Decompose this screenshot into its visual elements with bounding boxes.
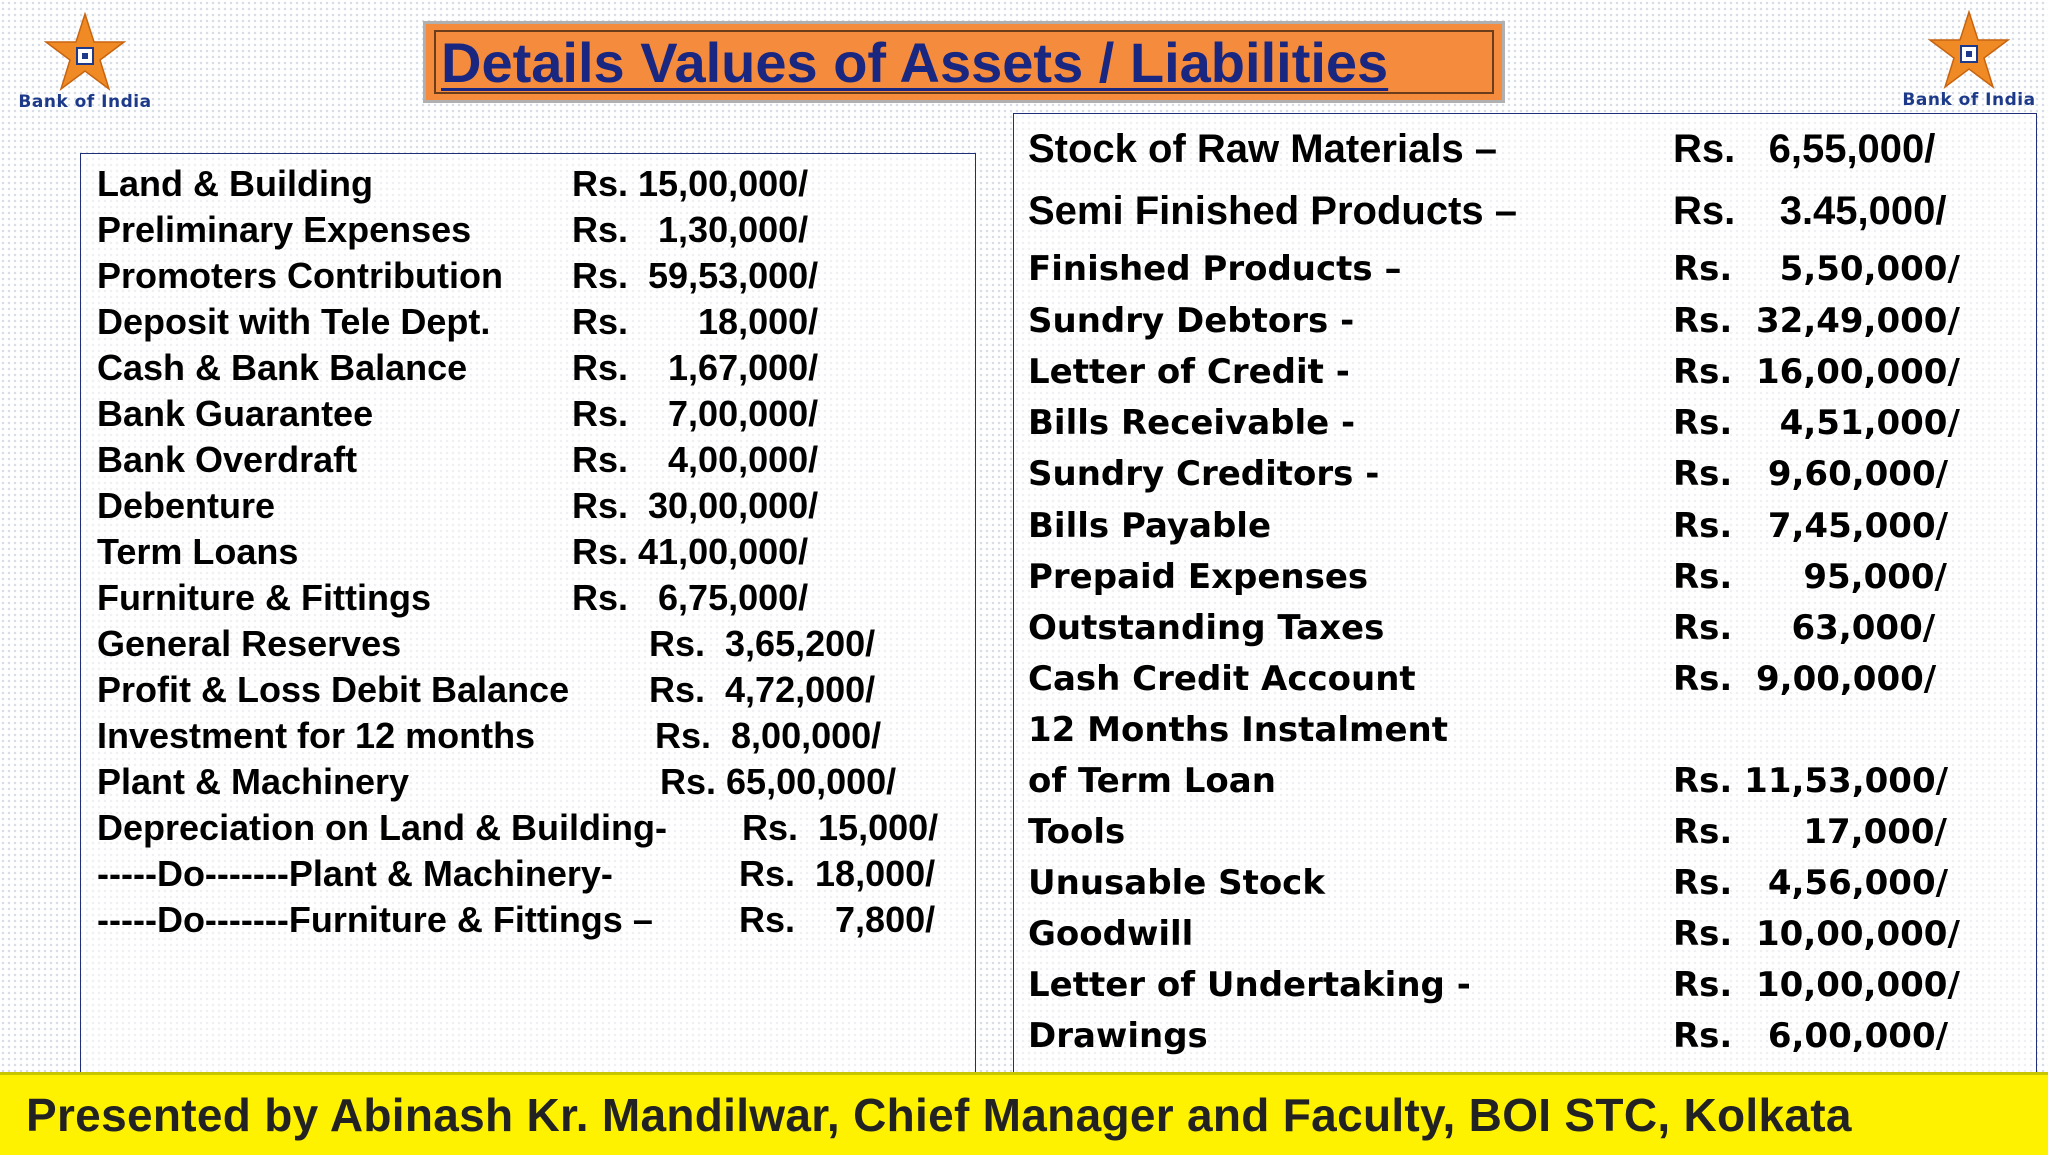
item-amount: Rs. 65,00,000/	[660, 761, 897, 802]
item-amount: Rs. 5,50,000/	[1673, 249, 1960, 289]
star-logo-icon	[44, 12, 126, 92]
item-amount: Rs. 1,30,000/	[572, 209, 809, 250]
item-label: Bank Guarantee	[97, 393, 374, 434]
item-amount: Rs. 6,75,000/	[572, 577, 809, 618]
item-label: Unusable Stock	[1028, 863, 1325, 903]
item-label: Preliminary Expenses	[97, 209, 472, 250]
presenter-footer	[0, 1072, 2048, 1155]
item-label: Letter of Undertaking -	[1028, 965, 1471, 1005]
item-amount: Rs. 10,00,000/	[1673, 965, 1960, 1005]
item-label: Sundry Creditors -	[1028, 454, 1380, 494]
item-label: Goodwill	[1028, 914, 1194, 954]
item-label: Drawings	[1028, 1016, 1208, 1056]
item-amount: Rs. 18,000/	[572, 301, 819, 342]
item-amount: Rs. 18,000/	[739, 853, 936, 894]
item-label: General Reserves	[97, 623, 402, 664]
item-label: Stock of Raw Materials –	[1028, 127, 1498, 171]
title-banner	[423, 21, 1505, 103]
item-amount: Rs. 7,800/	[739, 899, 936, 940]
item-label: Term Loans	[97, 531, 299, 572]
item-amount: Rs. 11,53,000/	[1673, 761, 1949, 801]
item-amount: Rs. 9,60,000/	[1673, 454, 1949, 494]
bank-logo-right	[1890, 48, 2048, 110]
footer-text: Presented by Abinash Kr. Mandilwar, Chief Manager and Faculty, BOI STC, Kolkata	[26, 1089, 1852, 1141]
item-amount: Rs. 8,00,000/	[655, 715, 882, 756]
item-amount: Rs. 10,00,000/	[1673, 914, 1960, 954]
item-amount: Rs. 6,00,000/	[1673, 1016, 1949, 1056]
item-label: 12 Months Instalment	[1028, 710, 1448, 750]
item-amount: Rs. 16,00,000/	[1673, 352, 1960, 392]
item-amount: Rs. 41,00,000/	[572, 531, 809, 572]
item-label: Tools	[1028, 812, 1126, 852]
item-label: Bills Payable	[1028, 506, 1272, 546]
item-amount: Rs. 15,000/	[742, 807, 939, 848]
item-amount: Rs. 9,00,000/	[1673, 659, 1937, 699]
item-label: Promoters Contribution	[97, 255, 503, 296]
item-label: -----Do-------Furniture & Fittings –	[97, 899, 653, 940]
item-amount: Rs. 4,00,000/	[572, 439, 819, 480]
item-amount: Rs. 3,65,200/	[649, 623, 876, 664]
item-amount: Rs. 3.45,000/	[1673, 189, 1947, 233]
item-label: of Term Loan	[1028, 761, 1276, 801]
item-amount: Rs. 4,72,000/	[649, 669, 876, 710]
item-label: Finished Products –	[1028, 249, 1402, 289]
item-amount: Rs. 17,000/	[1673, 812, 1947, 852]
bank-logo-text: Bank of India	[18, 92, 152, 112]
item-label: Debenture	[97, 485, 276, 526]
item-amount: Rs. 30,00,000/	[572, 485, 819, 526]
item-amount: Rs. 4,51,000/	[1673, 403, 1960, 443]
item-amount: Rs. 4,56,000/	[1673, 863, 1949, 903]
item-label: Cash Credit Account	[1028, 659, 1416, 699]
item-amount: Rs. 95,000/	[1673, 557, 1947, 597]
item-amount: Rs. 6,55,000/	[1673, 127, 1936, 171]
item-label: Outstanding Taxes	[1028, 608, 1385, 648]
item-label: Bills Receivable -	[1028, 403, 1356, 443]
item-amount: Rs. 7,00,000/	[572, 393, 819, 434]
item-amount: Rs. 32,49,000/	[1673, 301, 1960, 341]
item-label: Bank Overdraft	[97, 439, 358, 480]
item-label: Semi Finished Products –	[1028, 189, 1518, 233]
item-label: Profit & Loss Debit Balance	[97, 669, 570, 710]
item-amount: Rs. 1,67,000/	[572, 347, 819, 388]
bank-logo-left	[10, 12, 160, 112]
item-label: -----Do-------Plant & Machinery-	[97, 853, 613, 894]
item-label: Plant & Machinery	[97, 761, 410, 802]
item-label: Furniture & Fittings	[97, 577, 431, 618]
item-amount: Rs. 7,45,000/	[1673, 506, 1949, 546]
item-label: Prepaid Expenses	[1028, 557, 1369, 597]
item-label: Cash & Bank Balance	[97, 347, 468, 388]
item-amount: Rs. 59,53,000/	[572, 255, 819, 296]
item-label: Investment for 12 months	[97, 715, 536, 756]
item-label: Depreciation on Land & Building-	[97, 807, 667, 848]
item-label: Land & Building	[97, 163, 373, 204]
item-label: Letter of Credit -	[1028, 352, 1350, 392]
bank-logo-text: Bank of India	[1902, 90, 2036, 110]
star-logo-icon	[1928, 10, 2010, 90]
item-amount: Rs. 63,000/	[1673, 608, 1936, 648]
page-title: Details Values of Assets / Liabilities	[441, 31, 1389, 94]
item-label: Deposit with Tele Dept.	[97, 301, 491, 342]
item-label: Sundry Debtors -	[1028, 301, 1355, 341]
item-amount: Rs. 15,00,000/	[572, 163, 809, 204]
